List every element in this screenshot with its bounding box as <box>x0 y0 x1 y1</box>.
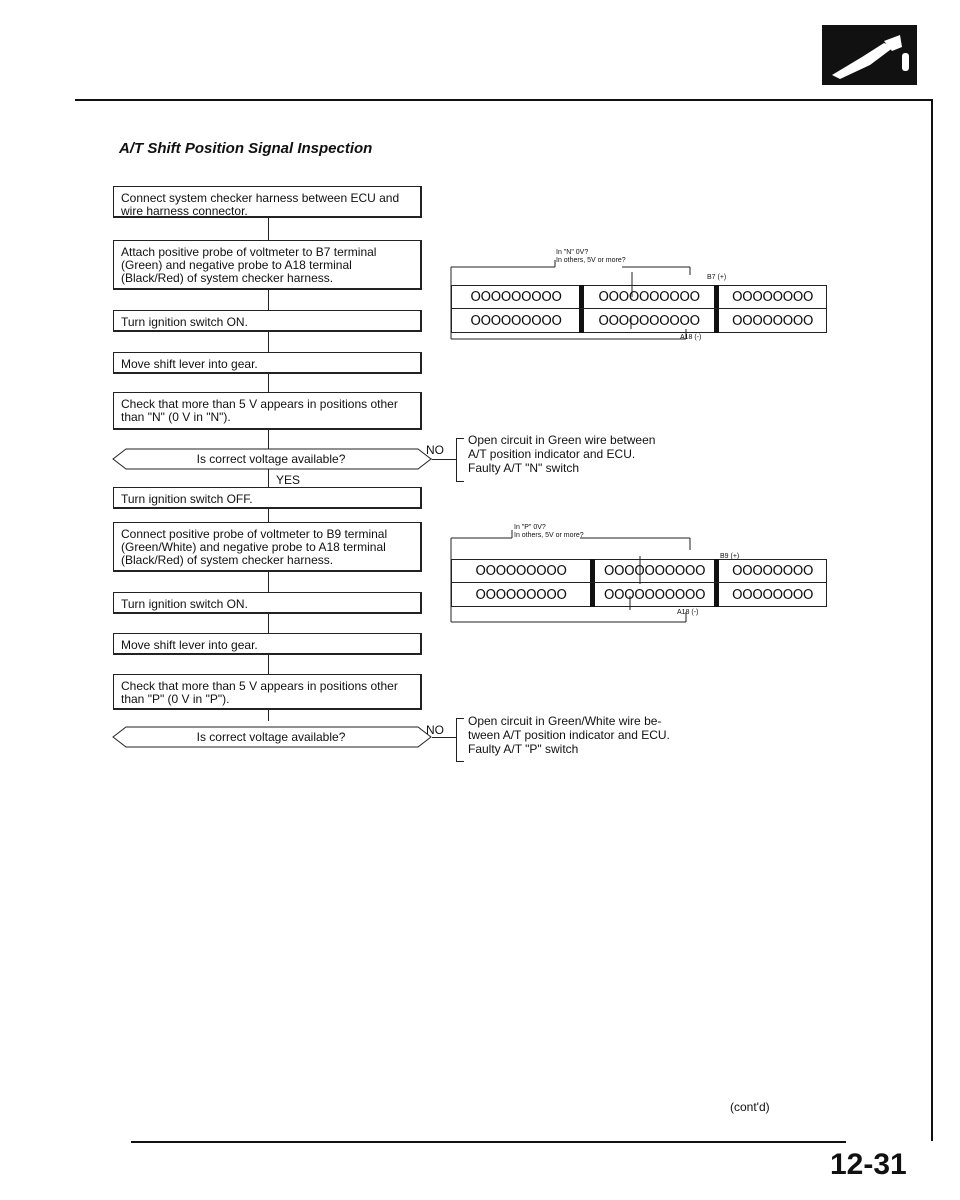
connector2-a-row1: OOOOOOOOO <box>475 563 567 579</box>
flow2-step-attach-probes: Connect positive probe of voltmeter to B9 terminal (Green/White) and negative probe to A18 terminal (Black/Red) of system checker harness. <box>113 522 422 572</box>
connector2-caption-p: In "P" 0V? <box>514 524 546 531</box>
flow1-decision-question: Is correct voltage available? <box>196 452 346 466</box>
flow2-step-ignition-off: Turn ignition switch OFF. <box>113 487 422 509</box>
flow2-no-outcome <box>468 714 670 756</box>
flow1-outcome-line-1: Open circuit in Green wire between <box>468 433 656 447</box>
flow1-no-bracket <box>456 438 457 482</box>
page-title: A/T Shift Position Signal Inspection <box>119 140 373 157</box>
connector2-b-row2: OOOOOOOOOO <box>603 587 706 603</box>
connector1-b-row2: OOOOOOOOOO <box>598 313 700 329</box>
footer-rule <box>131 1141 846 1143</box>
right-margin-rule <box>931 99 933 1141</box>
section-logo <box>822 25 917 85</box>
connector2-negative-label: A18 (-) <box>677 609 699 616</box>
flow2-no-label: NO <box>426 723 444 737</box>
flow1-step-connect-harness: Connect system checker harness between ECU and wire harness connector. <box>113 186 422 218</box>
flow2-step-check-voltage: Check that more than 5 V appears in positions other than "P" (0 V in "P"). <box>113 674 422 710</box>
flow2-step-ignition-on: Turn ignition switch ON. <box>113 592 422 614</box>
connector1-caption-others: In others, 5V or more? <box>556 257 626 264</box>
flow2-outcome-line-1: Open circuit in Green/White wire be- <box>468 714 662 728</box>
connector1-b-row1: OOOOOOOOOO <box>598 289 700 305</box>
connector2-c-row1: OOOOOOOO <box>731 563 813 579</box>
flow1-yes-label: YES <box>276 473 301 487</box>
connector2-a-row2: OOOOOOOOO <box>475 587 567 603</box>
flow2-outcome-line-2: tween A/T position indicator and ECU. <box>468 728 670 742</box>
flow1-outcome-line-3: Faulty A/T "N" switch <box>468 461 579 475</box>
header-rule <box>75 99 933 101</box>
transmission-icon <box>822 25 917 85</box>
flow1-outcome-line-2: A/T position indicator and ECU. <box>468 447 636 461</box>
connector1-c-row2: OOOOOOOO <box>731 313 813 329</box>
connector1-a-row2: OOOOOOOOO <box>470 313 562 329</box>
flow2-outcome-line-3: Faulty A/T "P" switch <box>468 742 579 756</box>
flow1-no-label: NO <box>426 443 444 457</box>
continued-note: (cont'd) <box>730 1100 770 1114</box>
connector2-positive-label: B9 (+) <box>720 553 740 560</box>
flow2-no-bracket <box>456 718 457 762</box>
connector1-positive-label: B7 (+) <box>707 274 727 281</box>
flow1-step-check-voltage: Check that more than 5 V appears in positions other than "N" (0 V in "N"). <box>113 392 422 430</box>
flow1-step-attach-probes: Attach positive probe of voltmeter to B7 terminal (Green) and negative probe to A18 terminal (Black/Red) of system checker harness. <box>113 240 422 290</box>
connector1-a-row1: OOOOOOOOO <box>470 289 562 305</box>
page-number: 12-31 <box>830 1148 907 1181</box>
flow1-no-outcome <box>468 433 655 475</box>
connector1-c-row1: OOOOOOOO <box>731 289 813 305</box>
flow1-step-shift-lever: Move shift lever into gear. <box>113 352 422 374</box>
flow2-step-shift-lever: Move shift lever into gear. <box>113 633 422 655</box>
connector2-b-row1: OOOOOOOOOO <box>603 563 706 579</box>
connector2-c-row2: OOOOOOOO <box>731 587 813 603</box>
flow2-decision-question: Is correct voltage available? <box>196 730 346 744</box>
connector1-caption-n: In "N" 0V? <box>556 249 589 256</box>
connector2-caption-others: In others, 5V or more? <box>514 532 584 539</box>
connector1-negative-label: A18 (-) <box>680 334 702 341</box>
flow1-step-ignition-on: Turn ignition switch ON. <box>113 310 422 332</box>
